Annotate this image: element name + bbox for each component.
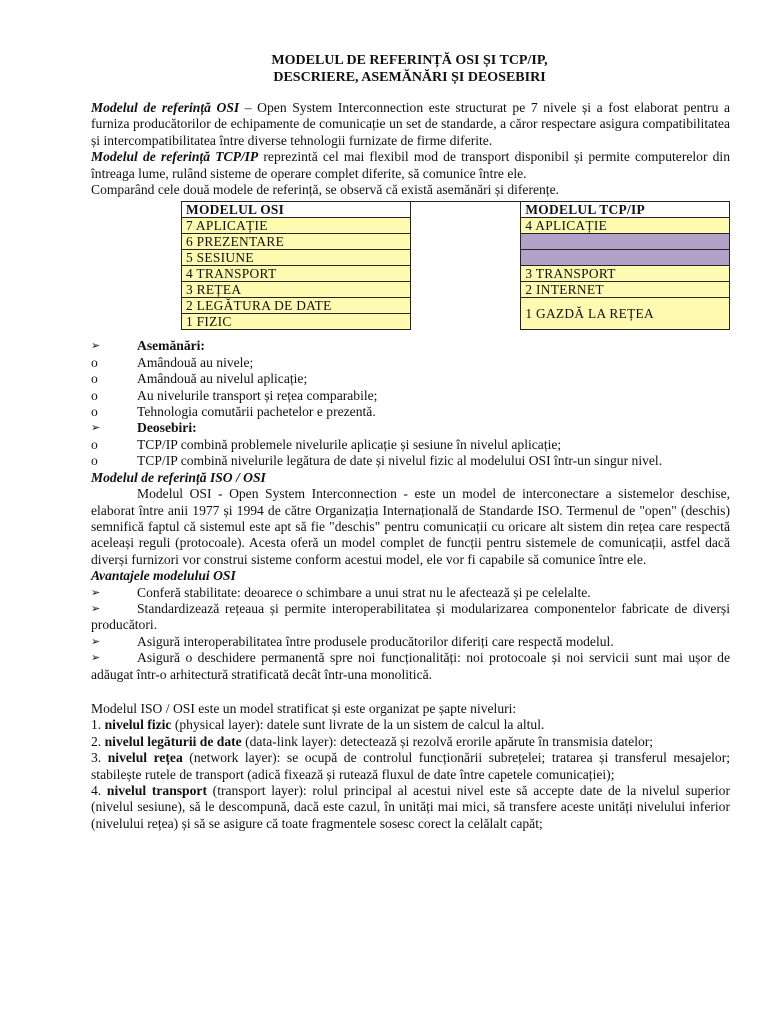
list-item: o Tehnologia comutării pachetelor e prezentă. xyxy=(91,404,376,420)
list-item: o Amândouă au nivelul aplicație; xyxy=(91,371,308,387)
list-item: 3. nivelul rețea (network layer): se ocupă de controlul funcționării subrețelei; tratarea și transferul mesajelor; stabilește rutele de transport (adică fixează și rutează fluxul de date între capetele comunicației); xyxy=(91,750,730,782)
list-item: 1. nivelul fizic (physical layer): datele sunt livrate de la un sistem de calcul la altul. xyxy=(91,717,545,733)
tcp-layer-4: 4 APLICAȚIE xyxy=(521,218,730,234)
table-row xyxy=(182,202,730,218)
tcp-empty-cell xyxy=(521,234,730,250)
circle-bullet-icon: o xyxy=(91,404,98,420)
list-item: 2. nivelul legăturii de date (data-link layer): detectează și rezolvă erorile apărute în transmisia datelor; xyxy=(91,733,654,749)
circle-bullet-icon: o xyxy=(91,453,98,469)
osi-term: Modelul de referință OSI xyxy=(91,100,240,115)
compare-paragraph: Comparând cele două modele de referință, se observă că există asemănări și diferențe. xyxy=(91,182,560,198)
table-gap xyxy=(411,202,521,218)
arrow-bullet-icon: ➢ xyxy=(91,339,101,353)
iso-osi-heading: Modelul de referință ISO / OSI xyxy=(91,469,266,485)
iso-osi-paragraph: Modelul OSI - Open System Interconnection - este un model de interconectare a sistemelor deschise, elaborat între anii 1977 și 1994 de către Organizația Internațională de Standarde ISO. Termenul de "open" (deschis) semnifică faptul că sistemul este apt să fie "deschis" pentru comunicații cu oricare alt sistem din rețea care respectă aceleași reguli (protocoale). Acesta oferă un model complet de funcții pentru sistemele de comunicații, astfel dacă diverși furnizori vor construi sisteme conform acestui model, ele vor fi capabile să comunice între ele. xyxy=(91,486,730,567)
levels-intro: Modelul ISO / OSI este un model stratificat și este organizat pe șapte niveluri: xyxy=(91,700,517,716)
levels-list xyxy=(91,717,730,832)
osi-layer-5: 5 SESIUNE xyxy=(182,250,411,266)
table-row xyxy=(182,266,730,282)
document-title xyxy=(91,52,730,86)
table-row xyxy=(182,234,730,250)
differences-heading: ➢ Deosebiri: xyxy=(91,420,197,436)
intro-tcp-paragraph xyxy=(91,149,730,182)
arrow-bullet-icon: ➢ xyxy=(91,421,101,435)
arrow-bullet-icon: ➢ xyxy=(91,651,101,665)
table-row xyxy=(182,282,730,298)
circle-bullet-icon: o xyxy=(91,371,98,387)
osi-layer-7: 7 APLICAȚIE xyxy=(182,218,411,234)
osi-layer-1: 1 FIZIC xyxy=(182,314,411,330)
list-item: o Au nivelurile transport și rețea comparabile; xyxy=(91,387,378,403)
arrow-bullet-icon: ➢ xyxy=(91,634,101,648)
list-item: ➢ Conferă stabilitate: deoarece o schimbare a unui strat nu le afectează și pe celelalte. xyxy=(91,584,591,600)
title-line-1: MODELUL DE REFERINȚĂ OSI ȘI TCP/IP, xyxy=(271,53,548,68)
advantages-heading: Avantajele modelului OSI xyxy=(91,568,236,584)
intro-osi-paragraph xyxy=(91,100,730,149)
tcp-layer-1: 1 GAZDĂ LA REȚEA xyxy=(521,298,730,330)
arrow-bullet-icon: ➢ xyxy=(91,585,101,599)
list-item: ➢ Asigură o deschidere permanentă spre noi funcționalități: noi protocoale și noi servicii sunt mai ușor de adăugat într-o arhitectură stratificată decât într-una monolitică. xyxy=(91,650,730,682)
title-line-2: DESCRIERE, ASEMĂNĂRI ȘI DEOSEBIRI xyxy=(273,70,546,85)
osi-layer-2: 2 LEGĂTURA DE DATE xyxy=(182,298,411,314)
osi-header: MODELUL OSI xyxy=(182,202,411,218)
circle-bullet-icon: o xyxy=(91,436,98,452)
similarities-heading: ➢ Asemănări: xyxy=(91,338,205,354)
tcp-layer-3: 3 TRANSPORT xyxy=(521,266,730,282)
arrow-bullet-icon: ➢ xyxy=(91,601,101,615)
list-item: 4. nivelul transport (transport layer): rolul principal al acestui nivel este să accepte date de la nivelul superior (nivelul sesiune), să le descompună, dacă este cazul, în unități mai mici, să transfere aceste unități nivelului inferior (nivelului rețea) și să se asigure că toate fragmentele sosesc corect la celălalt capăt; xyxy=(91,783,730,831)
osi-description: – Open System Interconnection este structurat pe 7 nivele și a fost elaborat pentru a furniza producătorilor de echipamente de comunicație un set de standarde, a căror respectare asigura compatibilitatea și intercompatibilitatea între diverse tehnologii furnizate de firme diferite. xyxy=(91,100,731,148)
list-item: ➢ Asigură interoperabilitatea între produsele producătorilor diferiți care respectă modelul. xyxy=(91,633,614,649)
table-row xyxy=(182,298,730,314)
osi-layer-6: 6 PREZENTARE xyxy=(182,234,411,250)
osi-tcp-comparison-table xyxy=(181,201,730,330)
tcp-layer-2: 2 INTERNET xyxy=(521,282,730,298)
table-row xyxy=(182,250,730,266)
osi-layer-3: 3 REȚEA xyxy=(182,282,411,298)
list-item: ➢ Standardizează rețeaua și permite interoperabilitatea și modularizarea componentelor fabricate de diverși producători. xyxy=(91,600,730,633)
table-row xyxy=(182,218,730,234)
circle-bullet-icon: o xyxy=(91,387,98,403)
tcp-term: Modelul de referință TCP/IP xyxy=(91,149,259,165)
tcp-empty-cell xyxy=(521,250,730,266)
similarities-list xyxy=(91,338,730,469)
list-item: o TCP/IP combină problemele nivelurile aplicație și sesiune în nivelul aplicație; xyxy=(91,436,562,452)
list-item: o TCP/IP combină nivelurile legătura de date și nivelul fizic al modelului OSI într-un singur nivel. xyxy=(91,453,663,469)
list-item: o Amândouă au nivele; xyxy=(91,354,254,370)
osi-layer-4: 4 TRANSPORT xyxy=(182,266,411,282)
advantages-list xyxy=(91,585,730,683)
circle-bullet-icon: o xyxy=(91,354,98,370)
tcp-description: reprezintă cel mai flexibil mod de transport disponibil și permite computerelor din întreaga lume, rulând sisteme de operare complet diferite, să comunice între ele. xyxy=(91,149,731,181)
tcp-header: MODELUL TCP/IP xyxy=(521,202,730,218)
